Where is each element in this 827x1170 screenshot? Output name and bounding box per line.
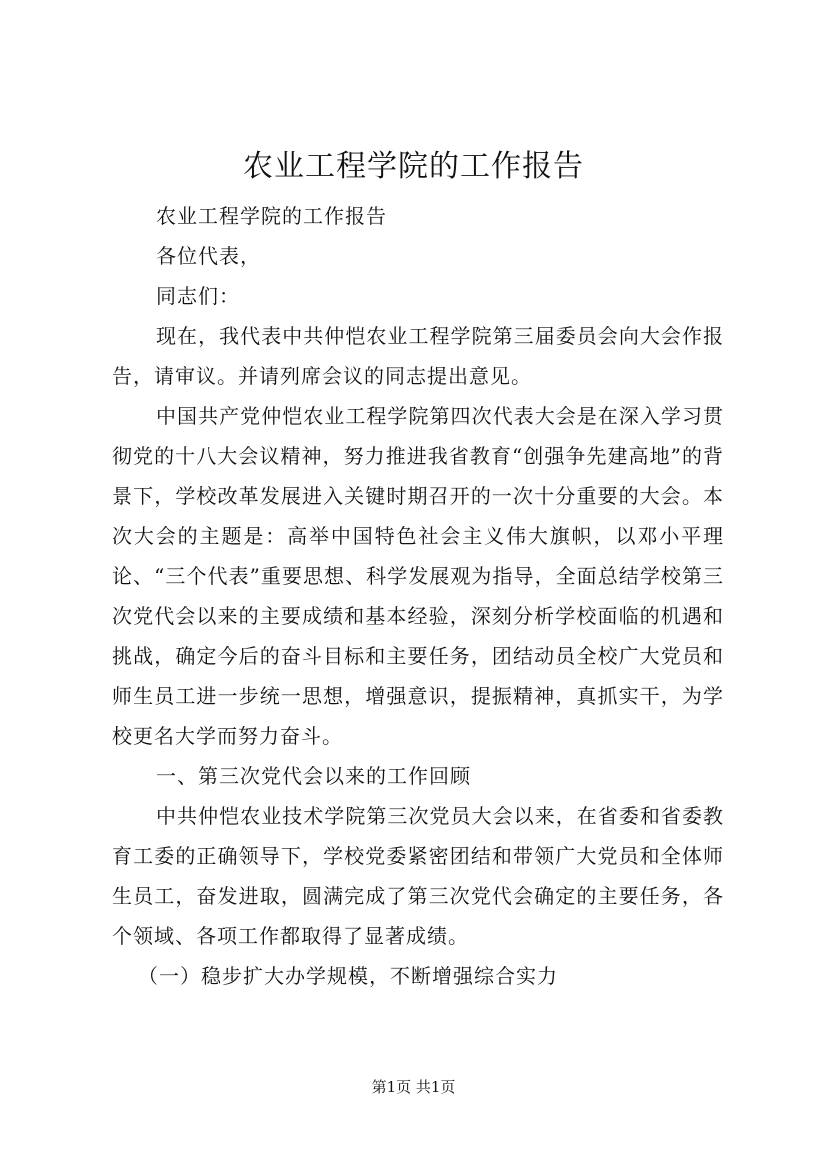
subsection-heading-scale: （一）稳步扩大办学规模，不断增强综合实力 [138,964,558,988]
paragraph-salutation-comrades: 同志们： [156,284,240,308]
paragraph-review: 中共仲恺农业技术学院第三次党员大会以来，在省委和省委教育工委的正确领导下，学校党委紧密团结和带领广大党员和全体师生员工，奋发进取，圆满完成了第三次党代会确定的主要任务，各个领域、各项工作都取得了显著成绩。 [112,804,724,948]
paragraph-salutation-delegates: 各位代表， [156,244,261,268]
document-title: 农业工程学院的工作报告 [243,149,584,184]
paragraph-opening: 现在，我代表中共仲恺农业工程学院第三届委员会向大会作报告，请审议。并请列席会议的同志提出意见。 [112,324,724,388]
document-body [112,196,724,996]
paragraph-theme: 中国共产党仲恺农业工程学院第四次代表大会是在深入学习贯彻党的十八大会议精神，努力推进我省教育“创强争先建高地”的背景下，学校改革发展进入关键时期召开的一次十分重要的大会。本次大会的主题是：高举中国特色社会主义伟大旗帜，以邓小平理论、“三个代表”重要思想、科学发展观为指导，全面总结学校第三次党代会以来的主要成绩和基本经验，深刻分析学校面临的机遇和挑战，确定今后的奋斗目标和主要任务，团结动员全校广大党员和师生员工进一步统一思想，增强意识，提振精神，真抓实干，为学校更名大学而努力奋斗。 [112,404,724,748]
paragraph-subtitle: 农业工程学院的工作报告 [156,204,387,228]
section-heading-review: 一、第三次党代会以来的工作回顾 [156,764,471,788]
page-number-footer: 第1页 共1页 [371,1078,456,1096]
